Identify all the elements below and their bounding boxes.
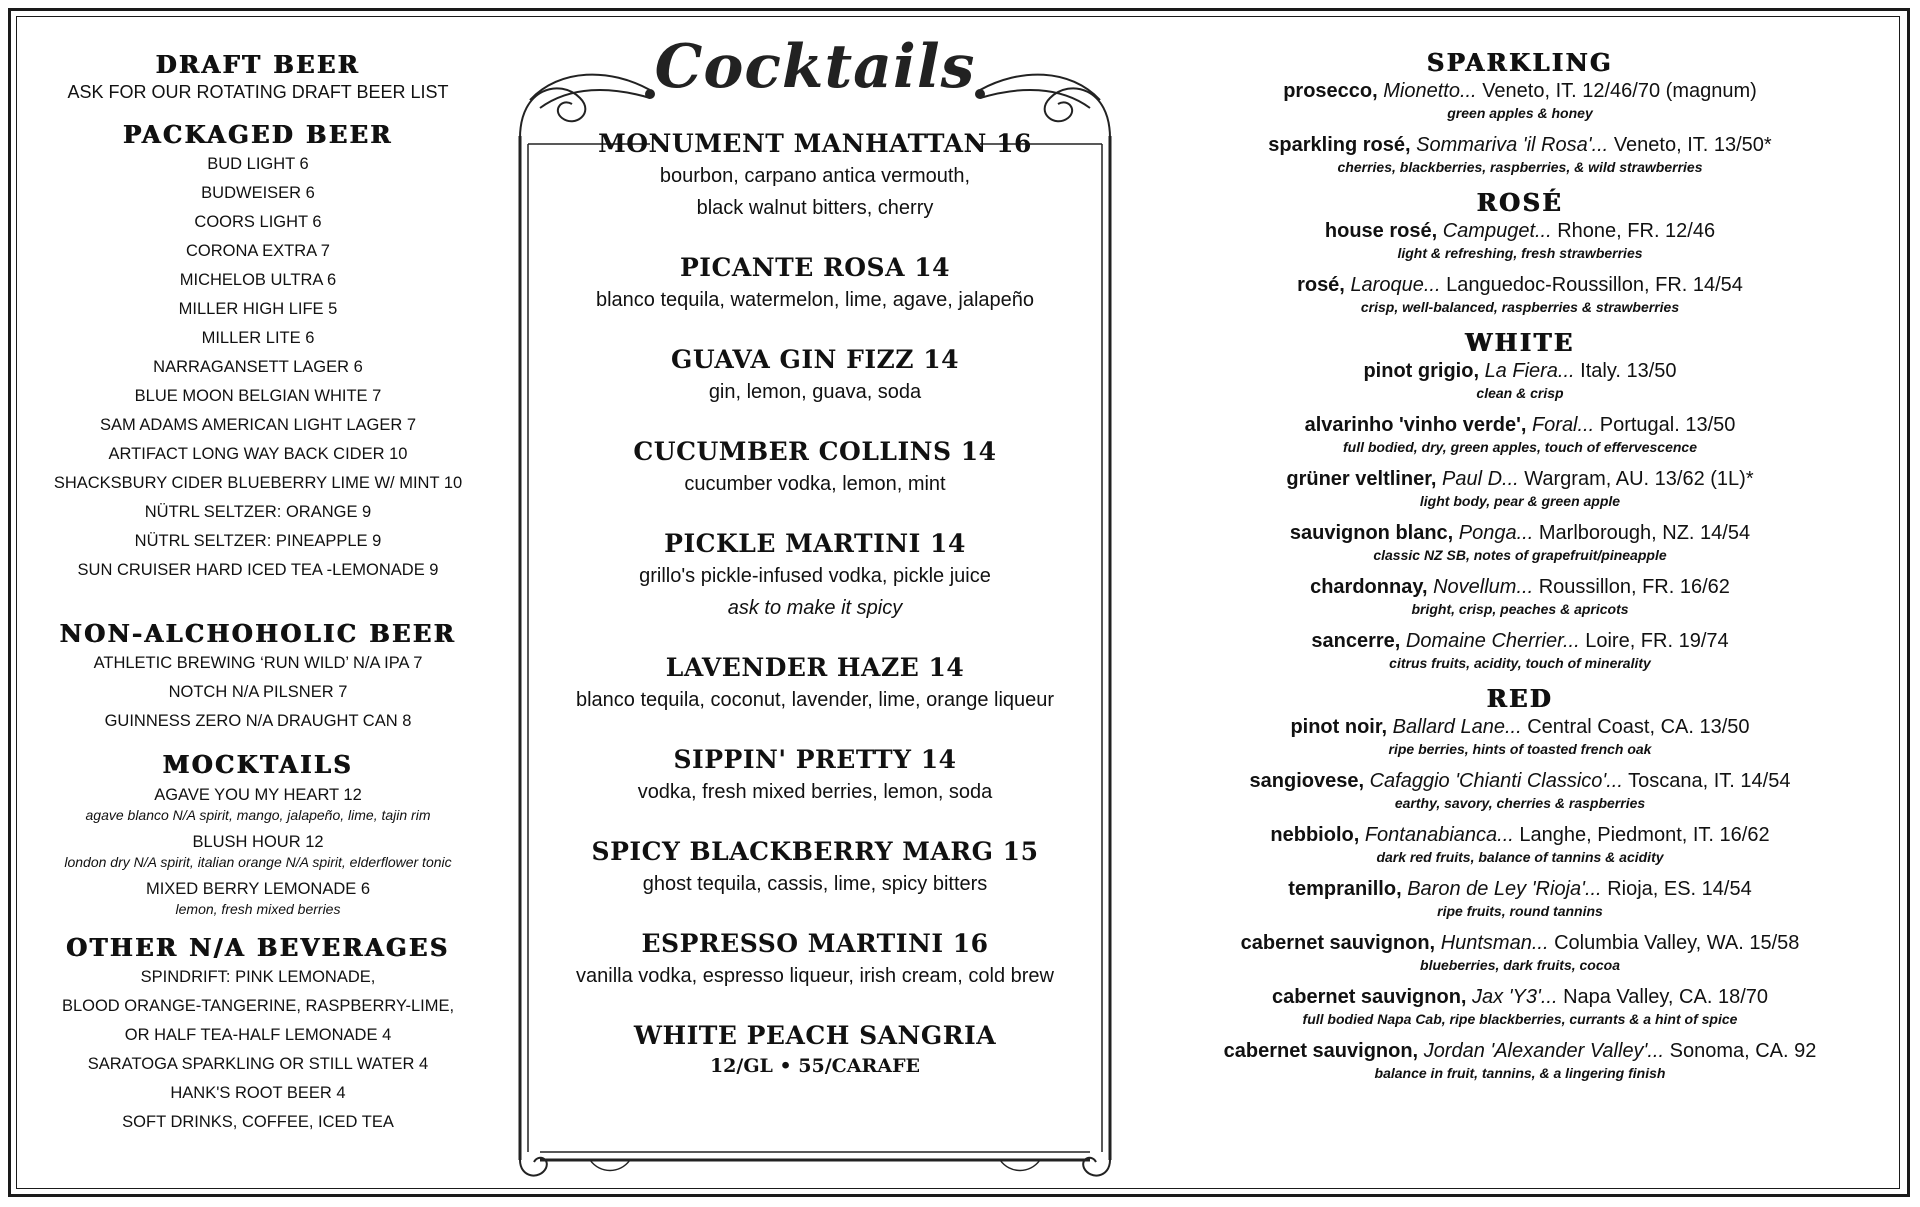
cocktail-price: 12/GL • 55/CARAFE xyxy=(709,1055,921,1077)
mocktail-description: agave blanco N/A spirit, mango, jalapeño, lime, tajin rim xyxy=(85,807,431,823)
wine-tasting-note: green apples & honey xyxy=(1447,105,1593,121)
wine-producer: Laroque... xyxy=(1350,274,1441,296)
wine-producer: Ponga... xyxy=(1458,522,1534,544)
wine-region-price: Columbia Valley, WA. 15/58 xyxy=(1554,932,1800,954)
wine-section xyxy=(1150,328,1890,672)
cocktail-item xyxy=(530,744,1100,808)
wine-name: pinot grigio, xyxy=(1363,360,1479,382)
menu-item: NÜTRL SELTZER: ORANGE 9 xyxy=(144,503,372,521)
wine-item xyxy=(1150,1038,1890,1082)
cocktail-item xyxy=(530,928,1100,992)
wine-producer: Foral... xyxy=(1531,414,1595,436)
cocktail-description: vodka, fresh mixed berries, lemon, soda xyxy=(637,781,993,803)
wine-tasting-note: ripe berries, hints of toasted french oak xyxy=(1388,741,1652,757)
mocktail-description: lemon, fresh mixed berries xyxy=(175,901,341,917)
section-title: OTHER N/A BEVERAGES xyxy=(66,933,450,962)
wine-producer: Baron de Ley 'Rioja'... xyxy=(1407,878,1602,900)
wine-tasting-note: classic NZ SB, notes of grapefruit/pineapple xyxy=(1373,547,1667,563)
cocktail-name: PICANTE ROSA 14 xyxy=(680,253,950,282)
packaged-beer-section xyxy=(28,120,488,585)
wine-region-price: Loire, FR. 19/74 xyxy=(1585,630,1729,652)
wine-producer: Sommariva 'il Rosa'... xyxy=(1416,134,1609,156)
menu-item: COORS LIGHT 6 xyxy=(194,213,322,231)
wine-name: tempranillo, xyxy=(1288,878,1402,900)
cocktail-description: vanilla vodka, espresso liqueur, irish cream, cold brew xyxy=(576,965,1054,987)
wine-name: prosecco, xyxy=(1283,80,1378,102)
cocktail-item xyxy=(530,252,1100,316)
wine-producer: Domaine Cherrier... xyxy=(1405,630,1580,652)
wine-name: cabernet sauvignon, xyxy=(1271,986,1467,1008)
cocktail-item xyxy=(530,344,1100,408)
draft-beer-section xyxy=(28,50,488,104)
section-title: WHITE xyxy=(1465,328,1575,357)
wine-item xyxy=(1150,574,1890,618)
mocktail-name: AGAVE YOU MY HEART 12 xyxy=(154,786,362,804)
wine-producer: Ballard Lane... xyxy=(1392,716,1522,738)
cocktail-description: black walnut bitters, cherry xyxy=(696,197,934,219)
wine-item xyxy=(1150,78,1890,122)
wine-line xyxy=(1150,520,1890,546)
cocktail-note: ask to make it spicy xyxy=(727,597,903,619)
wine-line xyxy=(1150,132,1890,158)
wine-producer: Fontanabianca... xyxy=(1364,824,1514,846)
wine-region-price: Wargram, AU. 13/62 (1L)* xyxy=(1524,468,1754,490)
wine-producer: La Fiera... xyxy=(1484,360,1575,382)
mocktail-item xyxy=(28,878,488,919)
menu-item: SARATOGA SPARKLING OR STILL WATER 4 xyxy=(87,1055,429,1073)
cocktail-item xyxy=(530,436,1100,500)
wine-tasting-note: citrus fruits, acidity, touch of minerality xyxy=(1389,655,1651,671)
cocktail-description: cucumber vodka, lemon, mint xyxy=(684,473,946,495)
cocktail-item xyxy=(530,528,1100,624)
wine-line xyxy=(1150,358,1890,384)
section-title: ROSÉ xyxy=(1476,188,1564,217)
menu-item: SHACKSBURY CIDER BLUEBERRY LIME W/ MINT 10 xyxy=(53,474,463,492)
wine-producer: Mionetto... xyxy=(1383,80,1477,102)
wine-producer: Jax 'Y3'... xyxy=(1472,986,1558,1008)
wine-name: sparkling rosé, xyxy=(1268,134,1411,156)
wine-region-price: Portugal. 13/50 xyxy=(1599,414,1736,436)
cocktail-name: SPICY BLACKBERRY MARG 15 xyxy=(591,837,1039,866)
cocktail-list xyxy=(530,128,1100,1108)
wine-line xyxy=(1150,768,1890,794)
section-title: DRAFT BEER xyxy=(155,50,361,79)
wine-item xyxy=(1150,930,1890,974)
menu-item: GUINNESS ZERO N/A DRAUGHT CAN 8 xyxy=(104,712,412,730)
wine-tasting-note: light body, pear & green apple xyxy=(1419,493,1621,509)
cocktail-name: LAVENDER HAZE 14 xyxy=(665,653,965,682)
menu-item: MILLER LITE 6 xyxy=(201,329,315,347)
wine-producer: Huntsman... xyxy=(1440,932,1549,954)
mocktail-item xyxy=(28,784,488,825)
wine-region-price: Veneto, IT. 12/46/70 (magnum) xyxy=(1482,80,1757,102)
wine-line xyxy=(1150,272,1890,298)
cocktail-name: ESPRESSO MARTINI 16 xyxy=(641,929,989,958)
wine-tasting-note: light & refreshing, fresh strawberries xyxy=(1397,245,1643,261)
wine-region-price: Central Coast, CA. 13/50 xyxy=(1527,716,1750,738)
wine-name: house rosé, xyxy=(1324,220,1438,242)
wine-producer: Novellum... xyxy=(1433,576,1534,598)
wine-tasting-note: blueberries, dark fruits, cocoa xyxy=(1420,957,1620,973)
menu-item: MILLER HIGH LIFE 5 xyxy=(178,300,338,318)
wine-item xyxy=(1150,132,1890,176)
menu-item: SAM ADAMS AMERICAN LIGHT LAGER 7 xyxy=(99,416,417,434)
wine-item xyxy=(1150,272,1890,316)
menu-item: BLUE MOON BELGIAN WHITE 7 xyxy=(134,387,382,405)
mocktail-description: london dry N/A spirit, italian orange N/A spirit, elderflower tonic xyxy=(64,854,452,870)
wine-region-price: Italy. 13/50 xyxy=(1580,360,1677,382)
menu-item: HANK'S ROOT BEER 4 xyxy=(170,1084,346,1102)
cocktail-name: PICKLE MARTINI 14 xyxy=(664,529,966,558)
wine-name: pinot noir, xyxy=(1290,716,1388,738)
wine-tasting-note: clean & crisp xyxy=(1476,385,1564,401)
cocktail-name: WHITE PEACH SANGRIA xyxy=(633,1021,997,1050)
wine-region-price: Rhone, FR. 12/46 xyxy=(1557,220,1716,242)
wine-item xyxy=(1150,358,1890,402)
menu-item: CORONA EXTRA 7 xyxy=(186,242,330,260)
wine-item xyxy=(1150,984,1890,1028)
cocktail-description: blanco tequila, watermelon, lime, agave, jalapeño xyxy=(595,289,1035,311)
wine-line xyxy=(1150,466,1890,492)
wine-tasting-note: crisp, well-balanced, raspberries & strawberries xyxy=(1360,299,1680,315)
wine-item xyxy=(1150,822,1890,866)
wine-list xyxy=(1150,48,1890,1082)
menu-item: BUDWEISER 6 xyxy=(201,184,315,202)
cocktail-name: CUCUMBER COLLINS 14 xyxy=(633,437,997,466)
wine-region-price: Langhe, Piedmont, IT. 16/62 xyxy=(1519,824,1770,846)
wine-tasting-note: ripe fruits, round tannins xyxy=(1437,903,1603,919)
cocktail-name: SIPPIN' PRETTY 14 xyxy=(673,745,957,774)
wine-item xyxy=(1150,218,1890,262)
beer-column xyxy=(28,50,488,1137)
wine-name: sauvignon blanc, xyxy=(1289,522,1454,544)
menu-item: NOTCH N/A PILSNER 7 xyxy=(168,683,348,701)
menu-item: MICHELOB ULTRA 6 xyxy=(179,271,337,289)
wine-tasting-note: earthy, savory, cherries & raspberries xyxy=(1394,795,1646,811)
menu-item: SOFT DRINKS, COFFEE, ICED TEA xyxy=(122,1113,394,1131)
other-na-beverages-section xyxy=(28,933,488,1137)
wine-item xyxy=(1150,714,1890,758)
cocktails-heading: Cocktails xyxy=(654,32,976,102)
cocktail-description: blanco tequila, coconut, lavender, lime, orange liqueur xyxy=(575,689,1055,711)
non-alcoholic-beer-section xyxy=(28,619,488,736)
wine-region-price: Sonoma, CA. 92 xyxy=(1669,1040,1817,1062)
wine-line xyxy=(1150,984,1890,1010)
wine-name: cabernet sauvignon, xyxy=(1240,932,1436,954)
cocktail-description: gin, lemon, guava, soda xyxy=(708,381,922,403)
wine-line xyxy=(1150,714,1890,740)
wine-line xyxy=(1150,822,1890,848)
section-title: MOCKTAILS xyxy=(162,750,354,779)
cocktail-description: ghost tequila, cassis, lime, spicy bitters xyxy=(642,873,988,895)
wine-producer: Campuget... xyxy=(1442,220,1552,242)
section-title: NON-ALCHOHOLIC BEER xyxy=(59,619,457,648)
wine-tasting-note: cherries, blackberries, raspberries, & wild strawberries xyxy=(1337,159,1703,175)
wine-line xyxy=(1150,574,1890,600)
mocktail-name: MIXED BERRY LEMONADE 6 xyxy=(145,880,371,898)
menu-item: OR HALF TEA-HALF LEMONADE 4 xyxy=(124,1026,392,1044)
section-title: PACKAGED BEER xyxy=(123,120,393,149)
other-beverages-list xyxy=(28,963,488,1137)
cocktail-item xyxy=(530,836,1100,900)
packaged-beer-list xyxy=(28,150,488,585)
cocktail-description: grillo's pickle-infused vodka, pickle juice xyxy=(639,565,991,587)
wine-tasting-note: dark red fruits, balance of tannins & acidity xyxy=(1376,849,1664,865)
wine-region-price: Marlborough, NZ. 14/54 xyxy=(1538,522,1751,544)
mocktail-name: BLUSH HOUR 12 xyxy=(192,833,324,851)
wine-section xyxy=(1150,684,1890,1082)
non-alcoholic-beer-list xyxy=(28,649,488,736)
menu-item: NÜTRL SELTZER: PINEAPPLE 9 xyxy=(134,532,382,550)
wine-line xyxy=(1150,1038,1890,1064)
wine-item xyxy=(1150,466,1890,510)
wine-producer: Cafaggio 'Chianti Classico'... xyxy=(1369,770,1623,792)
wine-name: nebbiolo, xyxy=(1270,824,1360,846)
wine-tasting-note: full bodied Napa Cab, ripe blackberries, currants & a hint of spice xyxy=(1302,1011,1738,1027)
wine-tasting-note: bright, crisp, peaches & apricots xyxy=(1411,601,1629,617)
wine-line xyxy=(1150,78,1890,104)
cocktail-name: GUAVA GIN FIZZ 14 xyxy=(670,345,960,374)
wine-item xyxy=(1150,628,1890,672)
cocktail-item xyxy=(530,1020,1100,1080)
wine-line xyxy=(1150,412,1890,438)
wine-region-price: Veneto, IT. 13/50* xyxy=(1613,134,1772,156)
menu-item: SUN CRUISER HARD ICED TEA -LEMONADE 9 xyxy=(77,561,439,579)
cocktail-item xyxy=(530,128,1100,224)
wine-line xyxy=(1150,930,1890,956)
mocktail-list xyxy=(28,784,488,919)
draft-beer-note: ASK FOR OUR ROTATING DRAFT BEER LIST xyxy=(67,82,449,102)
wine-region-price: Rioja, ES. 14/54 xyxy=(1607,878,1752,900)
menu-item: NARRAGANSETT LAGER 6 xyxy=(153,358,363,376)
wine-name: chardonnay, xyxy=(1310,576,1428,598)
menu-item: ATHLETIC BREWING ‘RUN WILD’ N/A IPA 7 xyxy=(93,654,423,672)
wine-line xyxy=(1150,628,1890,654)
wine-name: sancerre, xyxy=(1311,630,1401,652)
menu-item: BUD LIGHT 6 xyxy=(207,155,309,173)
wine-column xyxy=(1150,48,1890,1094)
wine-tasting-note: balance in fruit, tannins, & a lingering finish xyxy=(1374,1065,1666,1081)
menu-item: BLOOD ORANGE-TANGERINE, RASPBERRY-LIME, xyxy=(61,997,455,1015)
menu-item: ARTIFACT LONG WAY BACK CIDER 10 xyxy=(108,445,408,463)
wine-name: rosé, xyxy=(1297,274,1345,296)
cocktail-item xyxy=(530,652,1100,716)
wine-region-price: Roussillon, FR. 16/62 xyxy=(1538,576,1730,598)
wine-line xyxy=(1150,218,1890,244)
wine-region-price: Toscana, IT. 14/54 xyxy=(1628,770,1791,792)
wine-item xyxy=(1150,768,1890,812)
wine-item xyxy=(1150,520,1890,564)
wine-producer: Jordan 'Alexander Valley'... xyxy=(1423,1040,1665,1062)
wine-name: cabernet sauvignon, xyxy=(1223,1040,1419,1062)
mocktail-item xyxy=(28,831,488,872)
wine-line xyxy=(1150,876,1890,902)
wine-producer: Paul D... xyxy=(1442,468,1519,490)
wine-tasting-note: full bodied, dry, green apples, touch of effervescence xyxy=(1343,439,1697,455)
wine-section xyxy=(1150,188,1890,316)
wine-section xyxy=(1150,48,1890,176)
cocktails-column xyxy=(500,28,1130,1186)
wine-region-price: Languedoc-Roussillon, FR. 14/54 xyxy=(1446,274,1743,296)
cocktail-name: MONUMENT MANHATTAN 16 xyxy=(598,129,1032,158)
menu-item: SPINDRIFT: PINK LEMONADE, xyxy=(140,968,376,986)
mocktails-section xyxy=(28,750,488,919)
section-title: SPARKLING xyxy=(1426,48,1614,77)
cocktail-description: bourbon, carpano antica vermouth, xyxy=(659,165,971,187)
wine-name: sangiovese, xyxy=(1249,770,1365,792)
wine-region-price: Napa Valley, CA. 18/70 xyxy=(1563,986,1768,1008)
wine-item xyxy=(1150,876,1890,920)
section-title: RED xyxy=(1486,684,1554,713)
wine-name: alvarinho 'vinho verde', xyxy=(1304,414,1527,436)
wine-item xyxy=(1150,412,1890,456)
wine-name: grüner veltliner, xyxy=(1286,468,1437,490)
